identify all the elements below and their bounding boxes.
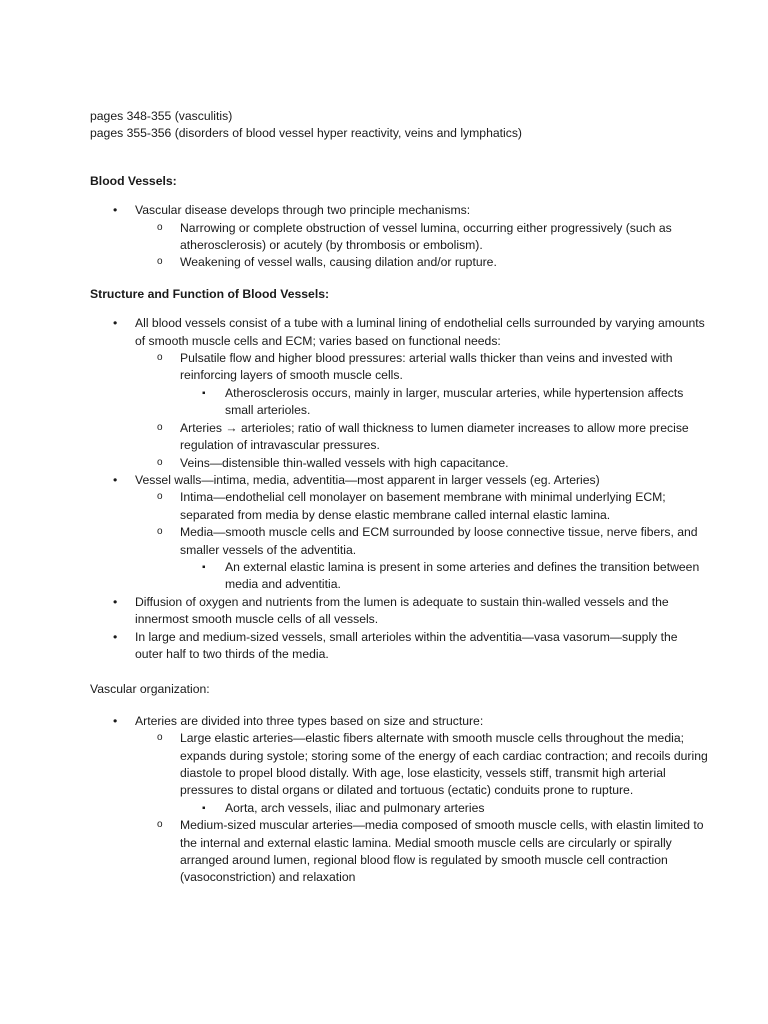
list-item: [90, 594, 708, 629]
sub-sub-list: [180, 559, 708, 594]
list-item-text: • Arteries are divided into three types based on size and structure:: [135, 713, 708, 730]
sub-sub-list-item-text: ▪ An external elastic lamina is present in some arteries and defines the transition between media and adventitia.: [225, 559, 708, 594]
sub-list-item: [135, 254, 708, 271]
sub-list: [135, 350, 708, 472]
sub-list-item-text: o Large elastic arteries—elastic fibers alternate with smooth muscle cells throughout the media; expands during systole; storing some of the energy of each cardiac contraction; and recoils during diastole to propel blood distally. With age, lose elasticity, vessels stiff, transmit high arterial pressures to distal organs or dilated and tortuous (ectatic) conduits prone to rupture.: [180, 730, 708, 800]
sub-list-item-text: o Weakening of vessel walls, causing dilation and/or rupture.: [180, 254, 708, 271]
list-item: [90, 713, 708, 887]
list-item-text: • All blood vessels consist of a tube with a luminal lining of endothelial cells surrounded by varying amounts of smooth muscle cells and ECM; varies based on functional needs:: [135, 315, 708, 350]
sub-list-item: [135, 350, 708, 420]
sub-list: [135, 489, 708, 593]
sub-list-item: [135, 730, 708, 817]
sub-sub-list: [180, 800, 708, 817]
section-heading: Vascular organization:: [90, 682, 210, 697]
sub-list-item-text: o Narrowing or complete obstruction of vessel lumina, occurring either progressively (such as atherosclerosis) or acutely (by thrombosis or embolism).: [180, 220, 708, 255]
sub-list-item-text: o Veins—distensible thin-walled vessels with high capacitance.: [180, 455, 708, 472]
list-item-text: • Vascular disease develops through two principle mechanisms:: [135, 202, 708, 219]
list-item-text: • Diffusion of oxygen and nutrients from the lumen is adequate to sustain thin-walled vessels and the innermost smooth muscle cells of all vessels.: [135, 594, 708, 629]
list-item: [90, 202, 708, 272]
bullet-list: [90, 315, 708, 663]
list-item-text: • Vessel walls—intima, media, adventitia—most apparent in larger vessels (eg. Arteries): [135, 472, 708, 489]
sub-list-item: [135, 489, 708, 524]
sub-list-item: [135, 455, 708, 472]
sub-list-item: [135, 817, 708, 887]
sub-list: [135, 730, 708, 887]
sub-sub-list-item: [180, 800, 708, 817]
sub-list-item-text: o Media—smooth muscle cells and ECM surrounded by loose connective tissue, nerve fibers, and smaller vessels of the adventitia.: [180, 524, 708, 559]
sub-sub-list-item-text: ▪ Aorta, arch vessels, iliac and pulmonary arteries: [225, 800, 708, 817]
section-heading: Blood Vessels:: [90, 173, 177, 188]
sub-sub-list-item: [180, 385, 708, 420]
bullet-list: [90, 202, 708, 272]
sub-list-item-text: o Intima—endothelial cell monolayer on basement membrane with minimal underlying ECM; separated from media by dense elastic membrane called internal elastic lamina.: [180, 489, 708, 524]
sub-list: [135, 220, 708, 272]
sub-list-item-text: o Pulsatile flow and higher blood pressures: arterial walls thicker than veins and invested with reinforcing layers of smooth muscle cells.: [180, 350, 708, 385]
sub-list-item: [135, 524, 708, 594]
sub-sub-list-item-text: ▪ Atherosclerosis occurs, mainly in larger, muscular arteries, while hypertension affects small arterioles.: [225, 385, 708, 420]
list-item: [90, 629, 708, 664]
sub-list-item-text: o Arteries → arterioles; ratio of wall thickness to lumen diameter increases to allow more precise regulation of intravascular pressures.: [180, 420, 708, 455]
sub-list-item-text: o Medium-sized muscular arteries—media composed of smooth muscle cells, with elastin limited to the internal and external elastic lamina. Medial smooth muscle cells are circularly or spirally arranged around lumen, regional blood flow is regulated by smooth muscle cell contraction (vasoconstriction) and relaxation: [180, 817, 708, 887]
bullet-list: [90, 713, 708, 887]
section-heading: Structure and Function of Blood Vessels:: [90, 286, 330, 301]
list-item: [90, 472, 708, 594]
sub-sub-list: [180, 385, 708, 420]
sub-sub-list-item: [180, 559, 708, 594]
sub-list-item: [135, 220, 708, 255]
page-reference-line: pages 348-355 (vasculitis): [90, 109, 233, 123]
sub-list-item: [135, 420, 708, 455]
list-item: [90, 315, 708, 472]
page-reference-line: pages 355-356 (disorders of blood vessel hyper reactivity, veins and lymphatics): [90, 126, 522, 141]
list-item-text: • In large and medium-sized vessels, small arterioles within the adventitia—vasa vasorum—supply the outer half to two thirds of the media.: [135, 629, 708, 664]
